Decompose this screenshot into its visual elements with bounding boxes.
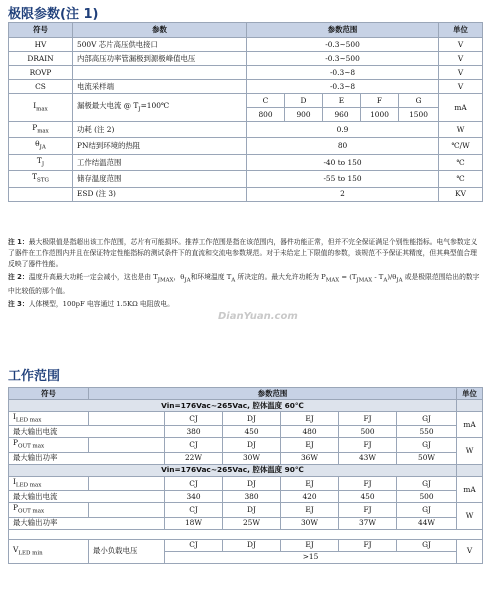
row-unit: V bbox=[439, 38, 483, 52]
row-param: 电流采样端 bbox=[73, 80, 247, 94]
value-cell: 30W bbox=[281, 517, 339, 529]
row-unit: V bbox=[439, 52, 483, 66]
row-unit: mA bbox=[457, 476, 483, 502]
value-cell: 500 bbox=[339, 426, 397, 438]
header-param: 参数 bbox=[73, 23, 247, 38]
value-cell: 30W bbox=[223, 452, 281, 464]
condition-row bbox=[9, 464, 483, 476]
header-unit: 单位 bbox=[439, 23, 483, 38]
table-header-row bbox=[9, 23, 483, 38]
row-unit: ℃/W bbox=[439, 138, 483, 154]
table-row bbox=[9, 171, 483, 187]
table-row bbox=[9, 138, 483, 154]
pout-symbol: $P_{OUT max}$ bbox=[9, 503, 89, 517]
value-cell: 380 bbox=[223, 491, 281, 503]
value-cell: 22W bbox=[165, 452, 223, 464]
col-label: DJ bbox=[223, 438, 281, 452]
iled-symbol: $I_{LED max}$ bbox=[9, 476, 89, 490]
vled-unit: V bbox=[457, 539, 483, 563]
row-range: -0.3~500 bbox=[247, 52, 439, 66]
notes-block bbox=[8, 237, 482, 312]
imax-col-label: G bbox=[399, 94, 439, 108]
absolute-max-table bbox=[8, 22, 483, 202]
col-label: EJ bbox=[281, 412, 339, 426]
section-title-operating-range: 工作范围 bbox=[8, 369, 61, 384]
row-param: 内部高压功率管漏极到源极峰值电压 bbox=[73, 52, 247, 66]
row-param: 最大输出电流 bbox=[9, 491, 165, 503]
row-range: 80 bbox=[247, 138, 439, 154]
header-symbol: 符号 bbox=[9, 388, 89, 400]
imax-symbol: $I_{max}$ bbox=[9, 94, 73, 122]
value-cell: 340 bbox=[165, 491, 223, 503]
imax-col-label: C bbox=[247, 94, 285, 108]
table-header-row bbox=[9, 388, 483, 400]
imax-col-label: F bbox=[361, 94, 399, 108]
col-label: FJ bbox=[339, 539, 397, 551]
row-symbol: $T_J$ bbox=[9, 154, 73, 170]
row-unit: V bbox=[439, 66, 483, 80]
col-label: EJ bbox=[281, 438, 339, 452]
col-label: DJ bbox=[223, 476, 281, 490]
col-label: CJ bbox=[165, 539, 223, 551]
watermark: DianYuan.com bbox=[218, 311, 298, 322]
row-range: -0.3~500 bbox=[247, 38, 439, 52]
table-row bbox=[9, 187, 483, 201]
operating-range-table bbox=[8, 387, 483, 564]
col-label: GJ bbox=[397, 503, 457, 517]
row-unit: ℃ bbox=[439, 171, 483, 187]
pout-symbol: $P_{OUT max}$ bbox=[9, 438, 89, 452]
condition-label: Vin=176Vac~265Vac, 腔体温度 90℃ bbox=[9, 464, 457, 476]
row-range: -0.3~8 bbox=[247, 80, 439, 94]
col-label: CJ bbox=[165, 503, 223, 517]
table-row bbox=[9, 80, 483, 94]
col-label: EJ bbox=[281, 539, 339, 551]
header-range: 参数范围 bbox=[89, 388, 457, 400]
value-cell: 450 bbox=[223, 426, 281, 438]
vled-value: >15 bbox=[165, 551, 457, 563]
col-label: CJ bbox=[165, 438, 223, 452]
row-unit: ℃ bbox=[439, 154, 483, 170]
imax-value: 800 bbox=[247, 108, 285, 122]
condition-label: Vin=176Vac~265Vac, 腔体温度 60℃ bbox=[9, 400, 457, 412]
col-label: FJ bbox=[339, 503, 397, 517]
row-symbol: CS bbox=[9, 80, 73, 94]
row-param: 工作结温范围 bbox=[73, 154, 247, 170]
header-range: 参数范围 bbox=[247, 23, 439, 38]
value-cell: 25W bbox=[223, 517, 281, 529]
table-row bbox=[9, 66, 483, 80]
imax-col-label: E bbox=[323, 94, 361, 108]
col-label: FJ bbox=[339, 476, 397, 490]
row-unit: W bbox=[439, 122, 483, 138]
imax-param: 漏极最大电流 @ $T_J=100℃$ bbox=[73, 94, 247, 122]
col-label: GJ bbox=[397, 438, 457, 452]
header-symbol: 符号 bbox=[9, 23, 73, 38]
row-unit: W bbox=[457, 503, 483, 529]
row-param: 最大输出功率 bbox=[9, 517, 165, 529]
table-row bbox=[9, 438, 483, 452]
value-cell: 450 bbox=[339, 491, 397, 503]
col-label: GJ bbox=[397, 539, 457, 551]
table-row-imax-header bbox=[9, 94, 483, 108]
table-row bbox=[9, 452, 483, 464]
imax-value: 960 bbox=[323, 108, 361, 122]
table-row bbox=[9, 412, 483, 426]
section-title-absolute-max: 极限参数(注 1) bbox=[8, 7, 99, 22]
value-cell: 480 bbox=[281, 426, 339, 438]
row-param bbox=[73, 66, 247, 80]
row-symbol: DRAIN bbox=[9, 52, 73, 66]
col-label: DJ bbox=[223, 412, 281, 426]
table-row bbox=[9, 122, 483, 138]
value-cell: 18W bbox=[165, 517, 223, 529]
table-row bbox=[9, 517, 483, 529]
table-row bbox=[9, 154, 483, 170]
imax-value: 1500 bbox=[399, 108, 439, 122]
value-cell: 550 bbox=[397, 426, 457, 438]
blank-cell bbox=[89, 412, 165, 426]
iled-symbol: $I_{LED max}$ bbox=[9, 412, 89, 426]
condition-row bbox=[9, 400, 483, 412]
row-symbol: $P_{max}$ bbox=[9, 122, 73, 138]
value-cell: 44W bbox=[397, 517, 457, 529]
row-unit: KV bbox=[439, 187, 483, 201]
row-unit: W bbox=[457, 438, 483, 464]
row-symbol bbox=[9, 187, 73, 201]
table-row bbox=[9, 476, 483, 490]
col-label: EJ bbox=[281, 476, 339, 490]
row-param: 最大输出功率 bbox=[9, 452, 165, 464]
spacer-cell bbox=[9, 529, 483, 539]
blank-cell bbox=[89, 503, 165, 517]
col-label: FJ bbox=[339, 412, 397, 426]
row-param: PN结到环境的热阻 bbox=[73, 138, 247, 154]
value-cell: 50W bbox=[397, 452, 457, 464]
col-label: GJ bbox=[397, 476, 457, 490]
note-3: 注 3：人体模型，100pF 电容通过 1.5KΩ 电阻放电。 bbox=[8, 300, 174, 309]
blank-cell bbox=[89, 438, 165, 452]
row-symbol: $\theta_{JA}$ bbox=[9, 138, 73, 154]
col-label: FJ bbox=[339, 438, 397, 452]
table-row bbox=[9, 491, 483, 503]
value-cell: 380 bbox=[165, 426, 223, 438]
table-row bbox=[9, 426, 483, 438]
table-row bbox=[9, 52, 483, 66]
row-unit: V bbox=[439, 80, 483, 94]
row-param: 功耗 (注 2) bbox=[73, 122, 247, 138]
value-cell: 500 bbox=[397, 491, 457, 503]
col-label: EJ bbox=[281, 503, 339, 517]
imax-col-label: D bbox=[285, 94, 323, 108]
row-range: -55 to 150 bbox=[247, 171, 439, 187]
col-label: CJ bbox=[165, 476, 223, 490]
row-range: -40 to 150 bbox=[247, 154, 439, 170]
note-2: 注 2：温度升高最大功耗一定会减小，这也是由 $T_{JMAX}$，$\theta_{JA}$和环境温度 $T_A$ 所决定的。最大允许功耗为 $P_{MAX} = (T_{JMAX} - T_A)/\theta_{JA}$ 或是极限范围给出的数字中比较低的那个值。 bbox=[8, 273, 480, 296]
row-param: 500V 芯片高压供电接口 bbox=[73, 38, 247, 52]
row-symbol: $T_{STG}$ bbox=[9, 171, 73, 187]
table-row-vled bbox=[9, 539, 483, 551]
imax-value: 900 bbox=[285, 108, 323, 122]
value-cell: 420 bbox=[281, 491, 339, 503]
vled-symbol: $V_{LED min}$ bbox=[9, 539, 89, 563]
imax-unit: mA bbox=[439, 94, 483, 122]
value-cell: 37W bbox=[339, 517, 397, 529]
row-symbol: HV bbox=[9, 38, 73, 52]
row-range: 0.9 bbox=[247, 122, 439, 138]
spacer-row bbox=[9, 529, 483, 539]
row-param: 最大输出电流 bbox=[9, 426, 165, 438]
row-range: 2 bbox=[247, 187, 439, 201]
col-label: CJ bbox=[165, 412, 223, 426]
note-1: 注 1：最大极限值是指超出该工作范围，芯片有可能损坏。推荐工作范围是指在该范围内，器件功能正常，但并不完全保证满足个别性能指标。电气参数定义了器件在工作范围内并且在保证特定性能指标的测试条件下的直流和交流电参数规范。对于未给定上下限值的参数，该规范不予保证其精度，但其典型值合理反映了器件性能。 bbox=[8, 238, 478, 268]
col-label: GJ bbox=[397, 412, 457, 426]
header-unit: 单位 bbox=[457, 388, 483, 400]
row-unit: mA bbox=[457, 412, 483, 438]
row-symbol: ROVP bbox=[9, 66, 73, 80]
value-cell: 43W bbox=[339, 452, 397, 464]
imax-value: 1000 bbox=[361, 108, 399, 122]
col-label: DJ bbox=[223, 503, 281, 517]
blank-cell bbox=[89, 476, 165, 490]
row-param: ESD (注 3) bbox=[73, 187, 247, 201]
table-row bbox=[9, 38, 483, 52]
value-cell: 36W bbox=[281, 452, 339, 464]
table-row bbox=[9, 503, 483, 517]
row-range: -0.3~8 bbox=[247, 66, 439, 80]
row-param: 储存温度范围 bbox=[73, 171, 247, 187]
vled-param: 最小负载电压 bbox=[89, 539, 165, 563]
condition-unit-blank bbox=[457, 464, 483, 476]
col-label: DJ bbox=[223, 539, 281, 551]
condition-unit-blank bbox=[457, 400, 483, 412]
